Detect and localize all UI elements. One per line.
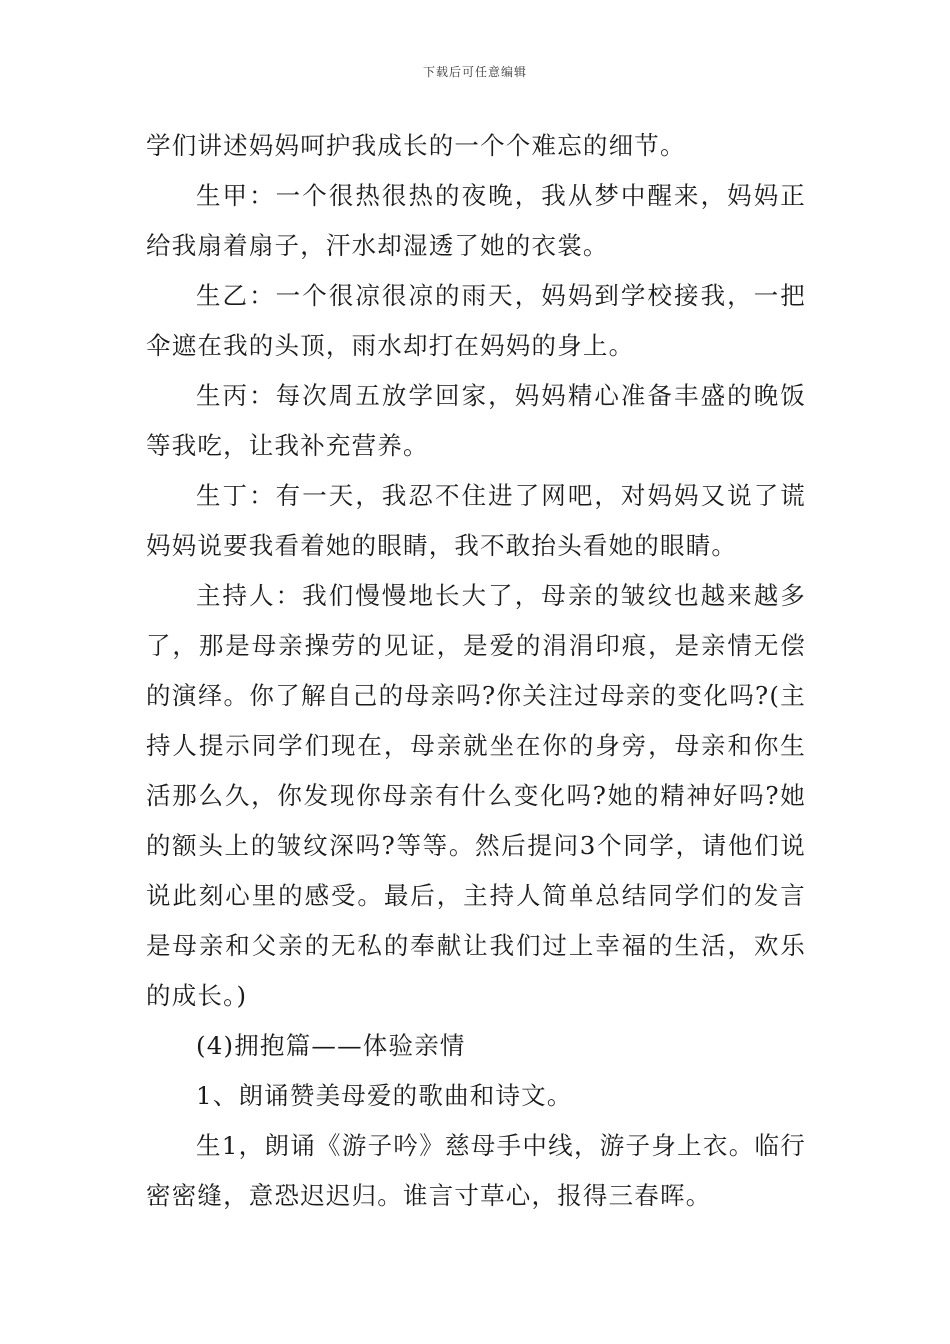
paragraph-continuation: 学们讲述妈妈呵护我成长的一个个难忘的细节。 (146, 131, 686, 160)
paragraph-student-a: 生甲：一个很热很热的夜晚，我从梦中醒来，妈妈正给我扇着扇子，汗水却湿透了她的衣裳。 (146, 181, 806, 260)
paragraph-student-d: 生丁：有一天，我忍不住进了网吧，对妈妈又说了谎妈妈说要我看着她的眼睛，我不敢抬头看她的眼睛。 (146, 481, 806, 560)
paragraph-student-b: 生乙：一个很凉很凉的雨天，妈妈到学校接我，一把伞遮在我的头顶，雨水却打在妈妈的身上。 (146, 281, 806, 360)
page-header: 下载后可任意编辑 (422, 65, 527, 79)
list-item-recite: 1、朗诵赞美母爱的歌曲和诗文。 (196, 1081, 573, 1110)
paragraph-student-1-poem: 生1，朗诵《游子吟》慈母手中线，游子身上衣。临行密密缝，意恐迟迟归。谁言寸草心，报得三春晖。 (146, 1131, 806, 1210)
section-heading-embrace: (4)拥抱篇——体验亲情 (196, 1031, 466, 1060)
paragraph-host: 主持人：我们慢慢地长大了，母亲的皱纹也越来越多了，那是母亲操劳的见证，是爱的涓涓印痕，是亲情无偿的演绎。你了解自己的母亲吗?你关注过母亲的变化吗?(主持人提示同学们现在，母亲就坐在你的身旁，母亲和你生活那么久，你发现你母亲有什么变化吗?她的精神好吗?她的额头上的皱纹深吗?等等。然后提问3个同学，请他们说说此刻心里的感受。最后，主持人简单总结同学们的发言是母亲和父亲的无私的奉献让我们过上幸福的生活，欢乐的成长。) (146, 581, 806, 1010)
paragraph-student-c: 生丙：每次周五放学回家，妈妈精心准备丰盛的晚饭等我吃，让我补充营养。 (146, 381, 806, 460)
document-body (146, 121, 806, 1221)
